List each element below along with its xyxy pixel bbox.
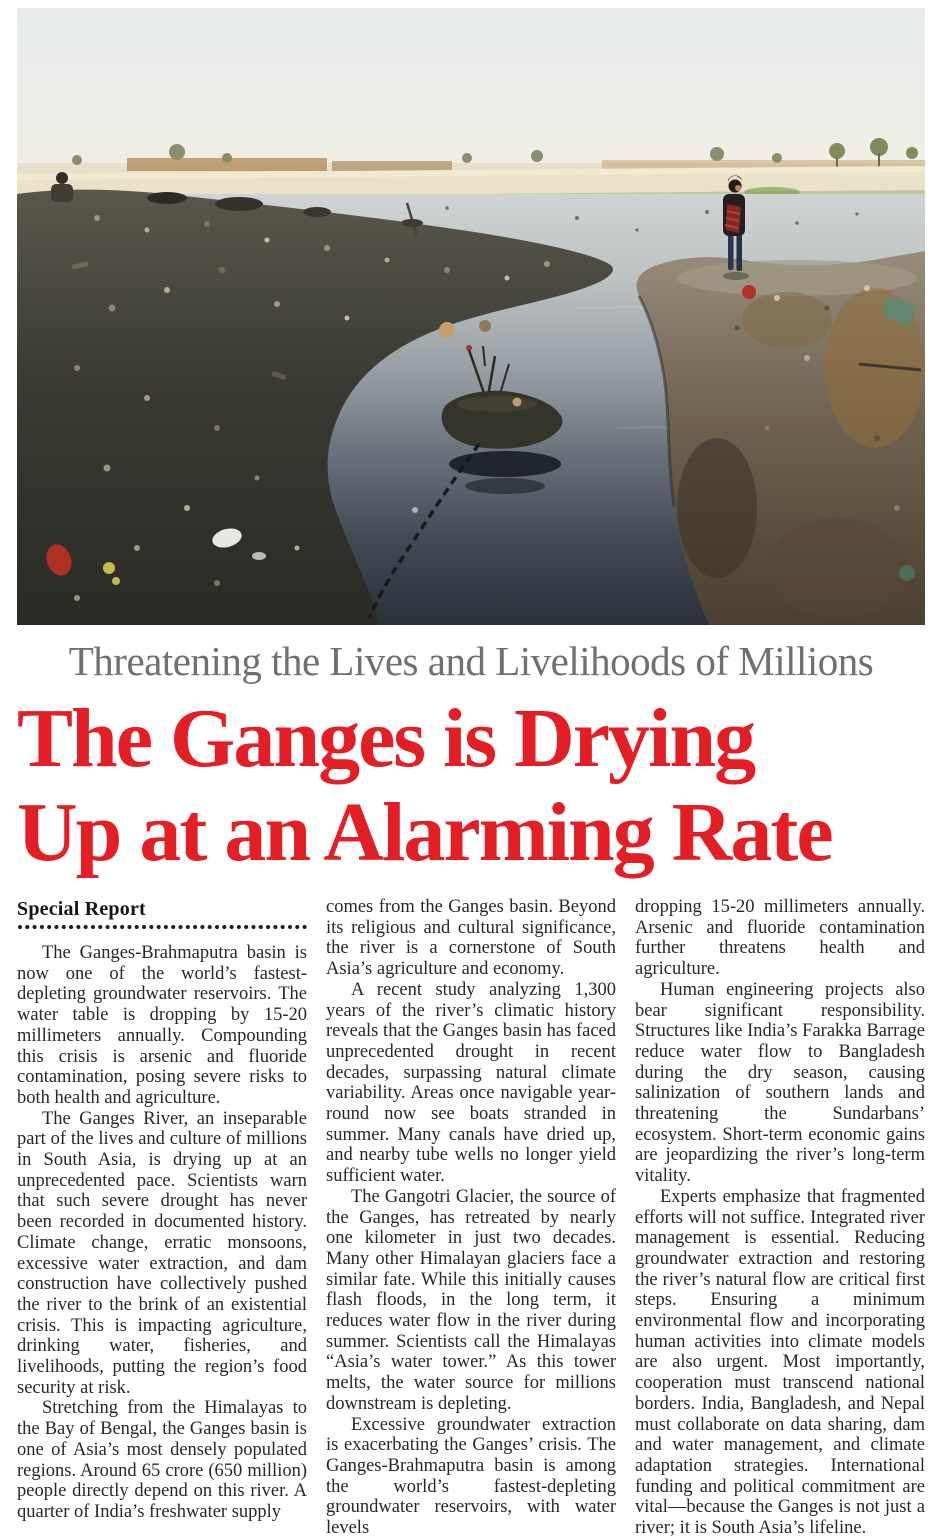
column-2-paragraphs <box>326 897 616 1539</box>
article-paragraph: comes from the Ganges basin. Beyond its religious and cultural significance, the river is a cornerstone of South Asia’s agriculture and economy. <box>326 897 616 980</box>
article-paragraph: A recent study analyzing 1,300 years of the river’s climatic history reveals that the Ganges basin has faced unprecedented drought in recent decades, surpassing natural climate variability. Areas once navigable year-round now see boats stranded in summer. Many canals have dried up, and nearby tube wells no longer yield sufficient water. <box>326 979 616 1187</box>
floating-object <box>439 322 455 338</box>
white-debris <box>252 552 266 560</box>
column-1-paragraphs <box>17 943 307 1523</box>
article-column-3 <box>635 897 925 1539</box>
floating-object-2 <box>479 320 491 332</box>
article-columns <box>17 897 925 1539</box>
article-photo <box>17 8 925 625</box>
white-speck <box>412 507 418 513</box>
column-3-paragraphs <box>635 897 925 1539</box>
article-column-1 <box>17 897 307 1539</box>
headline-line-2: Up at an Alarming Rate <box>17 786 832 879</box>
article-paragraph: dropping 15-20 millimeters annually. Arsenic and fluoride contamination further threatens health and agriculture. <box>635 897 925 980</box>
article-paragraph: Stretching from the Himalayas to the Bay of Bengal, the Ganges basin is one of Asia’s most densely populated regions. Around 65 crore (650 million) people directly depend on this river. A quarter of India’s freshwater supply <box>17 1398 307 1522</box>
yellow-debris-small <box>112 577 120 585</box>
article-paragraph: Excessive groundwater extraction is exacerbating the Ganges’ crisis. The Ganges-Brahmaputra basin is among the world’s fastest-depleting groundwater reservoirs, with water levels <box>326 1414 616 1539</box>
article-paragraph: The Ganges-Brahmaputra basin is now one of the world’s fastest-depleting groundwater reservoirs. The water table is dropping by 15-20 millimeters annually. Compounding this crisis is arsenic and fluoride contamination, posing severe risks to both health and agriculture. <box>17 943 307 1108</box>
article-paragraph: The Ganges River, an inseparable part of the lives and culture of millions in South Asia, is drying up at an unprecedented pace. Scientists warn that such severe drought has never been recorded in documented history. Climate change, erratic monsoons, excessive water extraction, and dam construction have collectively pushed the river to the brink of an existential crisis. This is impacting agriculture, drinking water, fisheries, and livelihoods, putting the region’s food security at risk. <box>17 1108 307 1398</box>
article-paragraph: Human engineering projects also bear significant responsibility. Structures like India’s Farakka Barrage reduce water flow to Bangladesh during the dry season, causing salinization of southern lands and threatening the Sundarbans’ ecosystem. Short-term economic gains are jeopardizing the river’s long-term vitality. <box>635 979 925 1187</box>
article-paragraph: The Gangotri Glacier, the source of the Ganges, has retreated by nearly one kilometer in just two decades. Many other Himalayan glaciers face a similar fate. While this initially causes flash floods, in the long term, it reduces water flow in the river during summer. Scientists call the Himalayas “Asia’s water tower.” As this tower melts, the water source for millions downstream is depleting. <box>326 1186 616 1414</box>
headline-line-1: The Ganges is Drying <box>17 692 755 785</box>
yellow-debris <box>103 562 115 574</box>
teal-scrap-small <box>899 565 915 581</box>
article-subtitle: Threatening the Lives and Livelihoods of Millions <box>68 638 874 684</box>
article-paragraph: Experts emphasize that fragmented efforts will not suffice. Integrated river management is essential. Reducing groundwater extraction and restoring the river’s natural flow are critical first steps. Ensuring a minimum environmental flow and incorporating human activities into climate models are also urgent. Most importantly, cooperation must transcend national borders. India, Bangladesh, and Nepal must collaborate on data sharing, dam and water management, and climate adaptation strategies. International funding and political commitment are vital—because the Ganges is not just a river; it is South Asia’s lifeline. <box>635 1186 925 1539</box>
article-headline <box>17 692 925 880</box>
kicker-special-report: Special Report <box>17 898 146 920</box>
article-column-2 <box>326 897 616 1539</box>
ganges-photo-illustration <box>17 8 925 625</box>
red-object-on-bank <box>742 285 756 299</box>
dotted-rule <box>17 924 307 930</box>
